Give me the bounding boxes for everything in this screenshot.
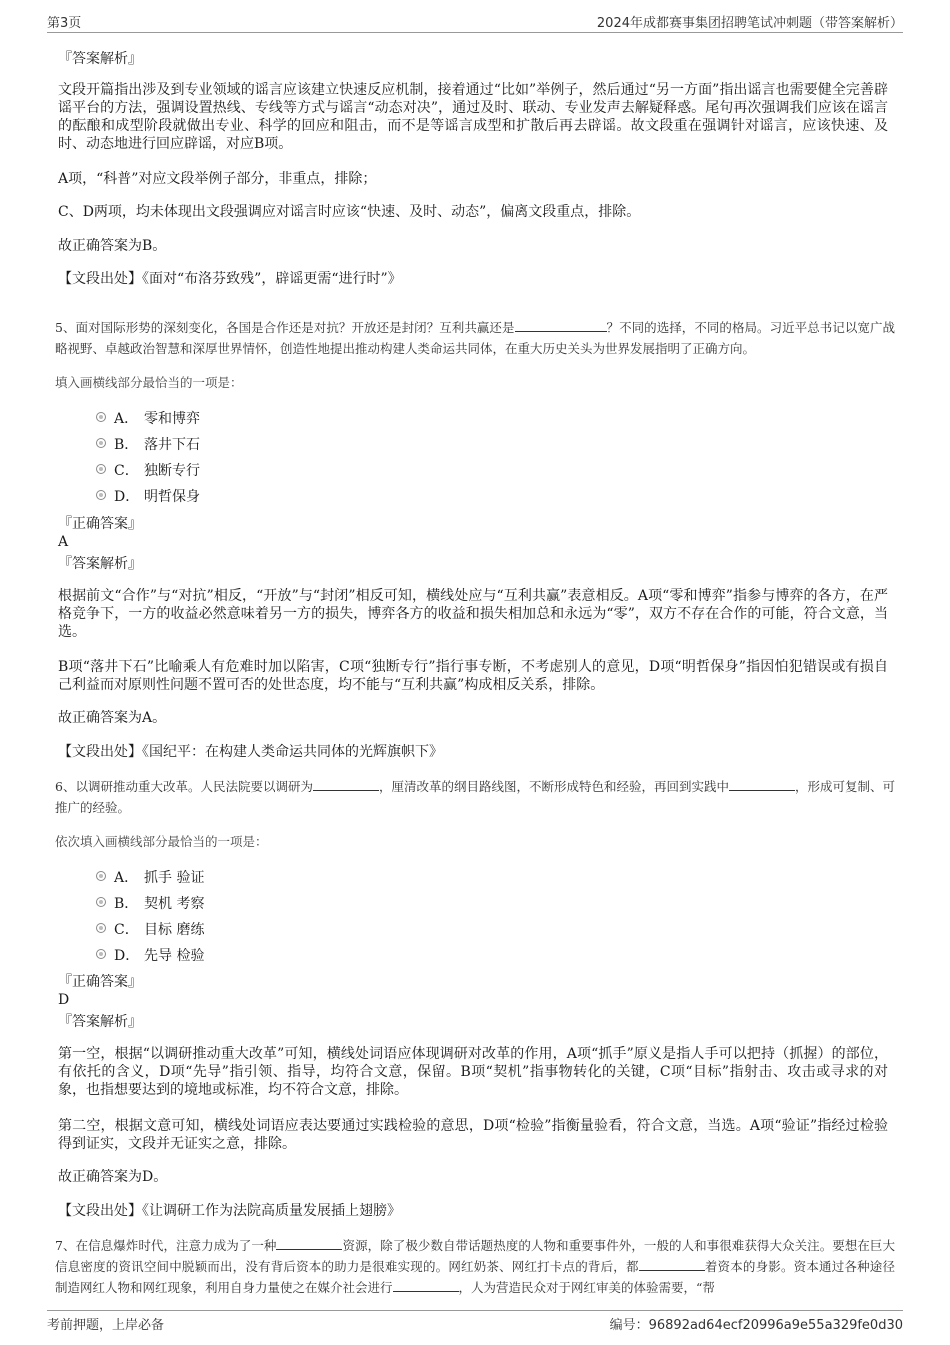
q6-source: 【文段出处】《让调研工作为法院高质量发展插上翅膀》 [58, 1203, 401, 1219]
q5-analysis-paragraph-1: 根据前文“合作”与“对抗”相反，“开放”与“封闭”相反可知，横线处应与“互利共赢”表意相反。A项“零和博弈”指参与博弈的各方，在严格竞争下，一方的收益必然意味着另一方的损失，博弈各方的收益和损失相加总和永远为“零”，双方不存在合作的可能，符合文意，当选。 [58, 588, 888, 640]
radio-icon[interactable] [96, 412, 106, 422]
radio-icon[interactable] [96, 871, 106, 881]
header-divider [47, 32, 903, 33]
q5-analysis-paragraph-2: B项“落井下石”比喻乘人有危难时加以陷害，C项“独断专行”指行事专断，不考虑别人的意见，D项“明哲保身”指因怕犯错误或有损自己利益而对原则性问题不置可否的处世态度，均不能与“互利共赢”构成相反关系，排除。 [58, 659, 888, 693]
q4-source: 【文段出处】《面对“布洛芬致残”，辟谣更需“进行时”》 [58, 271, 402, 287]
page-header [47, 12, 903, 32]
document-code: 编号：96892ad64ecf20996a9e55a329fe0d30 [609, 1318, 903, 1333]
q7-blank-2 [639, 1257, 705, 1271]
q4-analysis-paragraph-1: 文段开篇指出涉及到专业领域的谣言应该建立快速反应机制，接着通过“比如”举例子，然后通过“另一方面”指出谣言也需要健全完善辟谣平台的方法，强调设置热线、专线等方式与谣言“动态对决”，通过及时、联动、专业发声去解疑释惑。尾句再次强调我们应该在谣言的酝酿和成型阶段就做出专业、科学的回应和阻击，而不是等谣言成型和扩散后再去辟谣。故文段重在强调针对谣言，应该快速、及时、动态地进行回应辟谣，对应B项。 [58, 82, 888, 152]
q5-instruction: 填入画横线部分最恰当的一项是： [55, 375, 243, 390]
q5-correct-label: 『正确答案』 [58, 516, 142, 532]
q4-analysis-label: 『答案解析』 [58, 51, 142, 67]
q6-stem: 6、以调研推动重大改革。人民法院要以调研为 ，厘清改革的纲目路线图，不断形成特色和经验，再回到实践中 ，形成可复制、可推广的经验。 [55, 779, 895, 815]
q5-blank [515, 318, 607, 332]
q6-answer: D [58, 992, 70, 1008]
footer-slogan: 考前押题，上岸必备 [47, 1318, 165, 1333]
page-footer [47, 1314, 903, 1334]
q5-source: 【文段出处】《国纪平：在构建人类命运共同体的光辉旗帜下》 [58, 744, 443, 760]
q6-answer-line: 故正确答案为D。 [58, 1169, 168, 1185]
q5-answer-line: 故正确答案为A。 [58, 710, 167, 726]
q6-instruction: 依次填入画横线部分最恰当的一项是： [55, 834, 268, 849]
q7-blank-3 [393, 1278, 459, 1292]
radio-icon[interactable] [96, 897, 106, 907]
radio-icon[interactable] [96, 949, 106, 959]
q6-analysis-label: 『答案解析』 [58, 1014, 142, 1030]
q6-correct-label: 『正确答案』 [58, 974, 142, 990]
q5-stem: 5、面对国际形势的深刻变化，各国是合作还是对抗？开放还是封闭？互利共赢还是 ？不同的选择，不同的格局。习近平总书记以宽广战略视野、卓越政治智慧和深厚世界情怀，创造性地提出推动构建人类命运共同体，在重大历史关头为世界发展指明了正确方向。 [55, 320, 895, 356]
radio-icon[interactable] [96, 490, 106, 500]
radio-icon[interactable] [96, 464, 106, 474]
radio-icon[interactable] [96, 923, 106, 933]
footer-divider [47, 1310, 903, 1311]
q6-analysis-paragraph-1: 第一空，根据“以调研推动重大改革”可知，横线处词语应体现调研对改革的作用，A项“抓手”原义是指人手可以把持（抓握）的部位，有依托的含义，D项“先导”指引领、指导，均符合文意，保留。B项“契机”指事物转化的关键，C项“目标”指射击、攻击或寻求的对象，也指想要达到的境地或标准，均不符合文意，排除。 [58, 1046, 888, 1098]
radio-icon[interactable] [96, 438, 106, 448]
q4-analysis-paragraph-2: A项，“科普”对应文段举例子部分，非重点，排除； [58, 171, 377, 187]
q4-answer-line: 故正确答案为B。 [58, 238, 167, 254]
q7-stem: 7、在信息爆炸时代，注意力成为了一种 资源，除了极少数自带话题热度的人物和重要事件外，一般的人和事很难获得大众关注。要想在巨大信息密度的资讯空间中脱颖而出，没有背后资本的助力是很难实现的。网红奶茶、网红打卡点的背后，都 着资本的身影。资本通过各种途径制造网红人物和网红现象，利用自身力量使之在媒介社会进行 ，人为营造民众对于网红审美的体验需要，“帮 [55, 1238, 895, 1295]
q5-answer: A [58, 534, 69, 550]
q7-blank-1 [276, 1236, 342, 1250]
q6-analysis-paragraph-2: 第二空，根据文意可知，横线处词语应表达要通过实践检验的意思，D项“检验”指衡量验看，符合文意，当选。A项“验证”指经过检验得到证实，文段并无证实之意，排除。 [58, 1118, 888, 1152]
q6-blank-1 [313, 777, 379, 791]
q5-analysis-label: 『答案解析』 [58, 556, 142, 572]
q6-blank-2 [729, 777, 795, 791]
page-number: 第3页 [47, 16, 82, 31]
document-title: 2024年成都赛事集团招聘笔试冲刺题（带答案解析） [596, 16, 903, 31]
q4-analysis-paragraph-3: C、D两项，均未体现出文段强调应对谣言时应该“快速、及时、动态”，偏离文段重点，排除。 [58, 204, 641, 220]
